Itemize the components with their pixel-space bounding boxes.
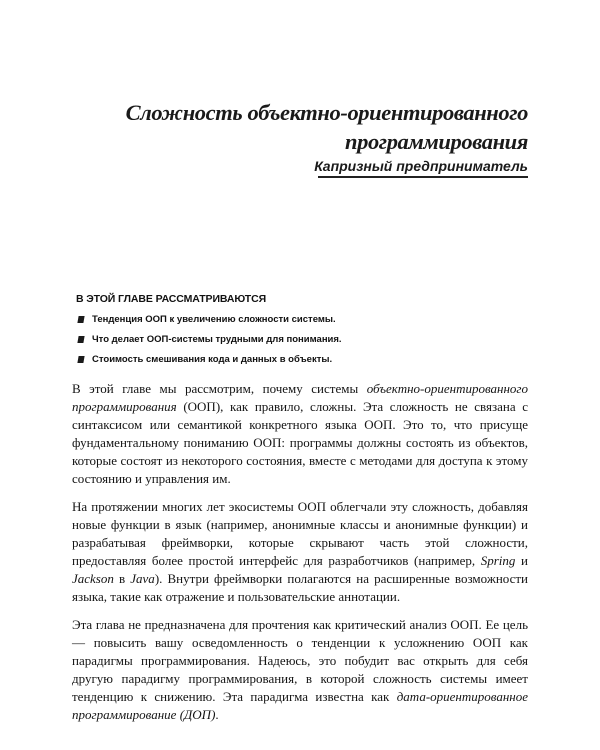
list-item <box>76 353 342 373</box>
paragraph-2 <box>72 498 528 606</box>
text-run: (ООП), как правило, сложны. Эта сложность не связана с синтаксисом или семантикой конкретного языка ООП. Это то, что присуще фундаментальному пониманию ООП: программы должны состоять из объектов, которые состоят из некоторого состояния, вместе с методами для доступа к этому состоянию и управления им. <box>72 399 528 486</box>
paragraph-3 <box>72 616 528 724</box>
text-run: В этой главе мы рассмотрим, почему системы <box>72 381 367 396</box>
text-run: . <box>215 707 219 722</box>
paragraph-1 <box>72 380 528 488</box>
list-item-text: Тенденция ООП к увеличению сложности системы. <box>92 314 336 325</box>
chapter-subtitle: Капризный предприниматель <box>314 158 528 174</box>
text-run: в <box>113 571 131 586</box>
list-item <box>76 333 342 353</box>
text-run: На протяжении многих лет экосистемы ООП облегчали эту сложность, добавляя новые функции в язык (например, анонимные классы и анонимные функции) и разрабатывая фреймворки, которые скрывают часть этой сложности, предоставляя более простой интерфейс для разработчиков (например, <box>72 499 528 568</box>
text-run: и <box>515 553 528 568</box>
covered-topics-list <box>76 313 342 373</box>
italic-term: дата-ориентированное программирование (ДОП) <box>72 689 528 722</box>
text-run: Эта глава не предназначена для прочтения как критический анализ ООП. Ее цель — повысить вашу осведомленность о тенденции к усложнению ООП как парадигмы программирования. Надеюсь, это побудит вас открыть для себя другую парадигму программирования, в которой сложность системы имеет тенденцию к снижению. Эта парадигма известна как <box>72 617 528 704</box>
body-text <box>72 380 528 734</box>
italic-term: Spring <box>480 553 516 568</box>
italic-term: Java <box>130 571 155 586</box>
list-item-text: Стоимость смешивания кода и данных в объекты. <box>92 354 333 365</box>
square-bullet-icon <box>77 336 84 343</box>
italic-term: объектно-ориентированного программирования <box>72 381 528 414</box>
list-item <box>76 313 342 333</box>
chapter-title-line-1: Сложность объектно-ориентированного <box>125 100 528 125</box>
chapter-title <box>70 98 528 156</box>
square-bullet-icon <box>77 356 84 363</box>
list-item-text: Что делает ООП-системы трудными для понимания. <box>92 334 342 345</box>
square-bullet-icon <box>77 316 84 323</box>
subtitle-underline <box>318 176 528 178</box>
text-run: ). Внутри фреймворки полагаются на расширенные возможности языка, такие как отражение и пользовательские аннотации. <box>72 571 529 604</box>
chapter-title-line-2: программирования <box>344 129 528 154</box>
italic-term: Jackson <box>72 571 114 586</box>
covered-topics-heading: В ЭТОЙ ГЛАВЕ РАССМАТРИВАЮТСЯ <box>76 293 267 305</box>
